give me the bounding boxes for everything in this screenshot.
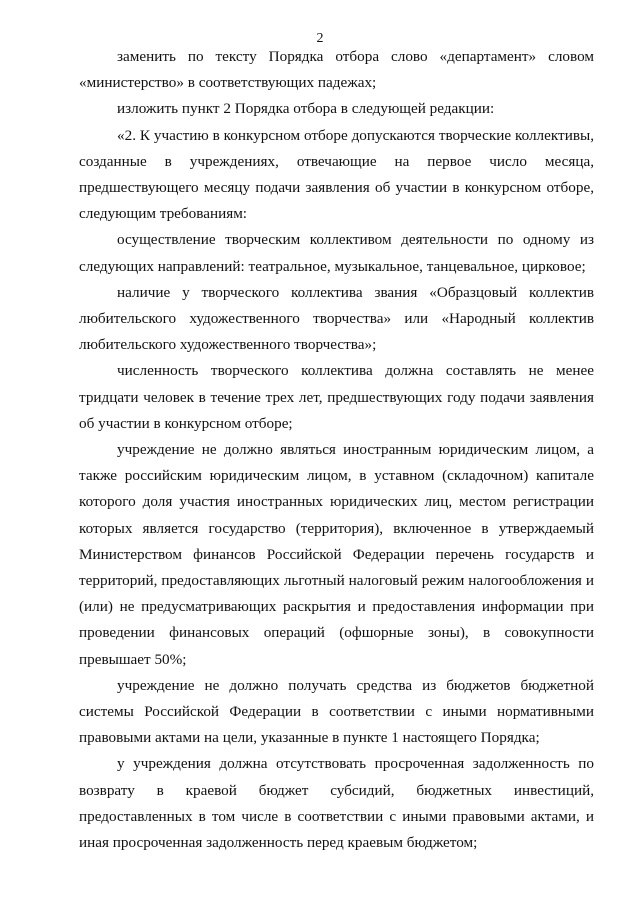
document-body <box>79 44 594 856</box>
paragraph-activity-direction: осуществление творческим коллективом деятельности по одному из следующих направлений: театральное, музыкальное, танцевальное, цирковое; <box>79 231 594 275</box>
paragraph-no-other-budget-funds: учреждение не должно получать средства из бюджетов бюджетной системы Российской Федерации в соответствии с иными нормативными правовыми актами на цели, указанные в пункте 1 настоящего Порядка; <box>79 676 594 747</box>
paragraph-collective-title: наличие у творческого коллектива звания «Образцовый коллектив любительского художественного творчества» или «Народный коллектив любительского художественного творчества»; <box>79 283 594 354</box>
page-number: 2 <box>316 31 324 46</box>
paragraph-foreign-entity: учреждение не должно являться иностранным юридическим лицом, а также российским юридическим лицом, в уставном (складочном) капитале которого доля участия иностранных юридических лиц, местом регистрации которых является государство (территория), включенное в утверждаемый Министерством финансов Российской Федерации перечень государств и территорий, предоставляющих льготный налоговый режим налогообложения и (или) не предусматривающих раскрытия и предоставления информации при проведении финансовых операций (офшорные зоны), в совокупности превышает 50%; <box>79 441 594 668</box>
paragraph-no-overdue-debt: у учреждения должна отсутствовать просроченная задолженность по возврату в краевой бюджет субсидий, бюджетных инвестиций, предоставленных в том числе в соответствии с иными правовыми актами, и иная просроченная задолженность перед краевым бюджетом; <box>79 755 594 852</box>
paragraph-replace-word: заменить по тексту Порядка отбора слово «департамент» словом «министерство» в соответствующих падежах; <box>79 48 594 92</box>
paragraph-collective-size: численность творческого коллектива должна составлять не менее тридцати человек в течение трех лет, предшествующих году подачи заявления об участии в конкурсном отборе; <box>79 362 594 432</box>
paragraph-point-2-intro: «2. К участию в конкурсном отборе допускаются творческие коллективы, созданные в учреждениях, отвечающие на первое число месяца, предшествующего месяцу подачи заявления об участии в конкурсном отборе, следующим требованиям: <box>79 126 594 223</box>
paragraph-set-point-2: изложить пункт 2 Порядка отбора в следующей редакции: <box>117 100 495 118</box>
